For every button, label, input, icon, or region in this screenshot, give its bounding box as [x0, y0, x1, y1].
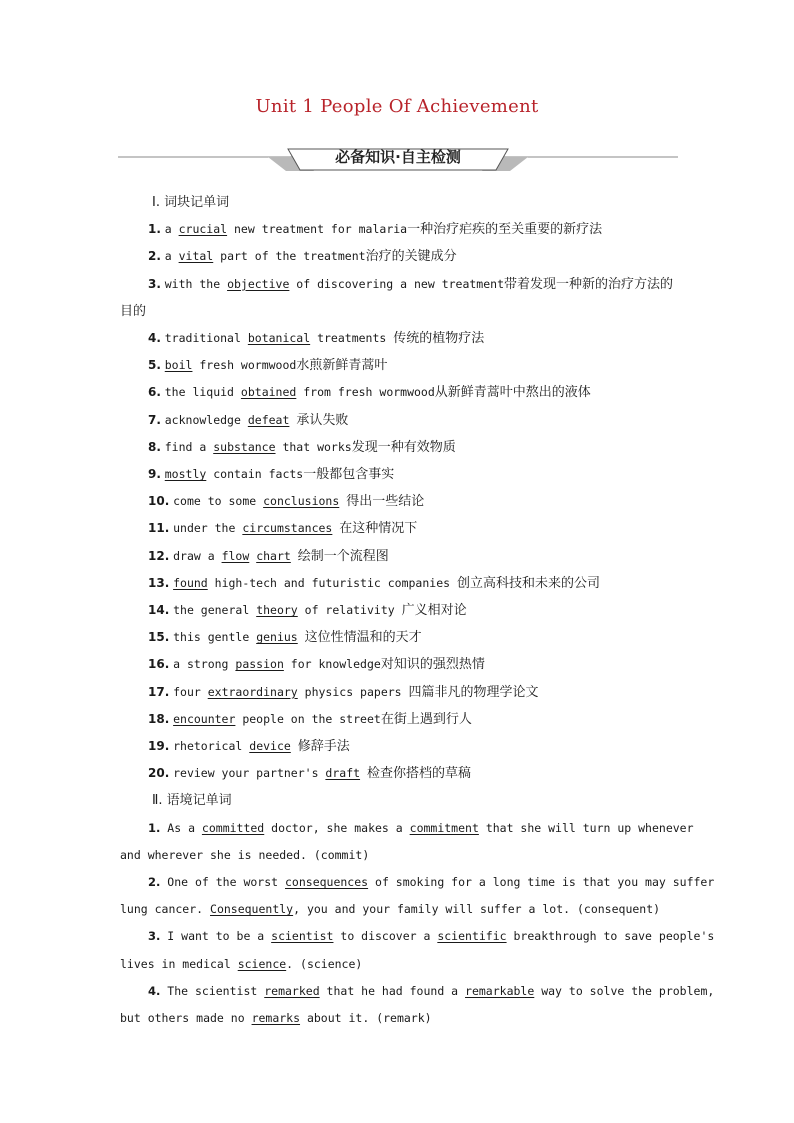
phrase-text: the liquid [164, 385, 241, 400]
chinese-translation: 得出一些结论 [346, 494, 425, 510]
chinese-translation: 四篇非凡的物理学论文 [408, 684, 539, 700]
phrase-text: for knowledge [283, 657, 381, 672]
phrase-text: physics papers [297, 684, 409, 699]
chinese-translation: 检查你搭档的草稿 [366, 766, 471, 782]
phrase-text: come to some [173, 494, 264, 509]
item-number: 15. [148, 630, 170, 645]
answer-blank: botanical [247, 331, 311, 346]
answer-blank: found [173, 575, 208, 590]
item-number: 9. [148, 467, 161, 482]
answer-blank: circumstances [242, 521, 333, 536]
phrase-text: rhetorical [173, 739, 250, 754]
item-number: 6. [148, 385, 161, 400]
answer-blank: obtained [240, 385, 297, 400]
answer-blank: vital [178, 249, 214, 264]
answer-blank: extraordinary [207, 684, 298, 699]
vocab-item [120, 379, 680, 406]
chinese-translation: 传统的植物疗法 [393, 331, 485, 347]
item-number: 10. [148, 494, 170, 509]
sentence-2: 2. One of the worst consequences of smoking for a long time is that you may suffer [148, 875, 715, 890]
answer-blank: committed [201, 820, 265, 835]
phrase-text: this gentle [173, 630, 257, 645]
answer-blank: device [249, 739, 291, 754]
item-number: 19. [148, 739, 170, 754]
vocab-item [120, 488, 680, 515]
answer-blank: draft [325, 766, 361, 781]
phrase-text: that works [275, 439, 352, 454]
answer-blank: remarkable [465, 983, 535, 998]
sentence-3: 3. I want to be a scientist to discover a scientific breakthrough to save people's [148, 929, 715, 944]
phrase-text [298, 630, 305, 644]
chinese-translation: 治疗的关键成分 [365, 249, 457, 265]
item-number: 8. [148, 439, 161, 454]
phrase-text: find a [164, 439, 214, 454]
chinese-translation: 在这种情况下 [339, 521, 418, 537]
chinese-translation: 承认失败 [296, 412, 349, 428]
vocab-item [120, 543, 680, 570]
section-2-heading: Ⅱ. 语境记单词 [152, 793, 232, 809]
answer-blank: remarked [264, 983, 320, 998]
item-number: 14. [148, 603, 170, 618]
item-number: 17. [148, 684, 170, 699]
answer-blank: flow [221, 548, 250, 563]
vocab-item [120, 352, 680, 379]
phrase-text: from fresh wormwood [296, 385, 435, 400]
item-number: 18. [148, 711, 170, 726]
sentence-1-cont: and wherever she is needed. (commit) [120, 847, 370, 862]
phrase-text [291, 739, 298, 753]
vocab-item [120, 760, 680, 787]
chinese-translation: 修辞手法 [297, 739, 350, 755]
answer-blank: Consequently [210, 902, 294, 917]
vocab-item [120, 570, 680, 597]
answer-blank: crucial [178, 222, 228, 237]
phrase-text: four [173, 684, 208, 699]
phrase-text: acknowledge [164, 412, 248, 427]
page-title: Unit 1 People Of Achievement [255, 96, 539, 117]
phrase-text: high-tech and futuristic companies [207, 575, 457, 590]
item-number: 5. [148, 358, 161, 373]
answer-blank: encounter [173, 711, 236, 726]
answer-blank: commitment [409, 820, 479, 835]
phrase-text: new treatment for malaria [227, 222, 408, 237]
answer-blank: mostly [164, 467, 207, 482]
item-number: 3. [148, 276, 161, 291]
phrase-text: treatments [310, 331, 394, 346]
chinese-translation: 发现一种有效物质 [351, 439, 456, 455]
phrase-text: the general [173, 603, 257, 618]
section-banner [118, 146, 678, 174]
phrase-text: traditional [164, 331, 248, 346]
phrase-text: fresh wormwood [192, 358, 297, 373]
vocab-item [120, 651, 680, 678]
exercise-content [120, 189, 715, 1032]
answer-blank: objective [227, 276, 290, 291]
phrase-text: under the [173, 521, 243, 536]
item-number: 12. [148, 548, 170, 563]
chinese-translation: 带着发现一种新的治疗方法的 [504, 276, 674, 292]
chinese-translation: 在街上遇到行人 [380, 711, 472, 727]
phrase-text: of discovering a new treatment [289, 276, 505, 291]
answer-blank: conclusions [263, 494, 340, 509]
vocab-item [120, 733, 680, 760]
phrase-text: a [164, 222, 179, 237]
vocab-item [120, 407, 680, 434]
chinese-translation: 对知识的强烈热情 [380, 657, 485, 673]
section-1-heading: Ⅰ. 词块记单词 [152, 195, 230, 210]
phrase-text: people on the street [235, 711, 381, 726]
answer-blank: chart [256, 548, 291, 563]
item-number: 13. [148, 575, 170, 590]
sentence-4: 4. The scientist remarked that he had found a remarkable way to solve the problem, [148, 983, 715, 998]
phrase-text [360, 766, 367, 780]
phrase-text: part of the treatment [213, 249, 366, 264]
vocab-item-cont: 目的 [120, 303, 147, 319]
item-number: 16. [148, 657, 170, 672]
chinese-translation: 从新鲜青蒿叶中熬出的液体 [434, 385, 591, 401]
answer-blank: genius [256, 630, 298, 645]
phrase-text: a strong [173, 657, 236, 672]
vocab-item [120, 325, 680, 352]
chinese-translation: 创立高科技和未来的公司 [456, 575, 600, 591]
chinese-translation: 绘制一个流程图 [297, 548, 389, 564]
chinese-translation: 一种治疗疟疾的至关重要的新疗法 [407, 222, 603, 238]
sentence-3-cont: lives in medical science. (science) [120, 956, 363, 971]
vocab-item [120, 271, 680, 298]
vocab-item [120, 624, 680, 651]
answer-blank: scientific [437, 929, 507, 944]
phrase-text: of relativity [297, 603, 402, 618]
answer-blank: boil [164, 358, 193, 373]
item-number: 2. [148, 249, 161, 264]
vocab-item [120, 461, 680, 488]
item-number: 11. [148, 521, 170, 536]
phrase-text: review your partner's [173, 766, 326, 781]
vocab-item [120, 706, 680, 733]
vocab-item [120, 515, 680, 542]
vocab-item [120, 597, 680, 624]
item-number: 1. [148, 222, 161, 237]
banner-title: 必备知识·自主检测 [335, 148, 461, 166]
answer-blank: theory [256, 603, 298, 618]
item-number: 20. [148, 766, 170, 781]
answer-blank: consequences [285, 875, 369, 890]
phrase-text: draw a [173, 548, 222, 563]
answer-blank: science [237, 956, 287, 971]
chinese-translation: 广义相对论 [401, 603, 467, 619]
answer-blank: substance [213, 439, 276, 454]
answer-blank: scientist [271, 929, 334, 944]
answer-blank: remarks [251, 1011, 301, 1026]
vocab-item [120, 243, 680, 270]
sentence-1: 1. As a committed doctor, she makes a commitment that she will turn up whenever [148, 820, 694, 835]
item-number: 4. [148, 331, 161, 346]
sentence-2-cont: lung cancer. Consequently, you and your family will suffer a lot. (consequent) [120, 902, 661, 917]
phrase-text: with the [164, 276, 228, 291]
chinese-translation: 一般都包含事实 [303, 467, 395, 483]
vocab-item [120, 216, 680, 243]
vocab-item [120, 434, 680, 461]
chinese-translation: 这位性情温和的天才 [304, 630, 422, 646]
vocab-item [120, 679, 680, 706]
phrase-text: a [164, 249, 179, 264]
vocab-list [120, 216, 680, 787]
sentence-4-cont: but others made no remarks about it. (remark) [120, 1011, 432, 1026]
phrase-text [291, 549, 298, 563]
item-number: 7. [148, 412, 161, 427]
answer-blank: defeat [247, 412, 290, 427]
answer-blank: passion [235, 657, 284, 672]
chinese-translation: 水煎新鲜青蒿叶 [296, 358, 388, 374]
phrase-text: contain facts [206, 467, 304, 482]
